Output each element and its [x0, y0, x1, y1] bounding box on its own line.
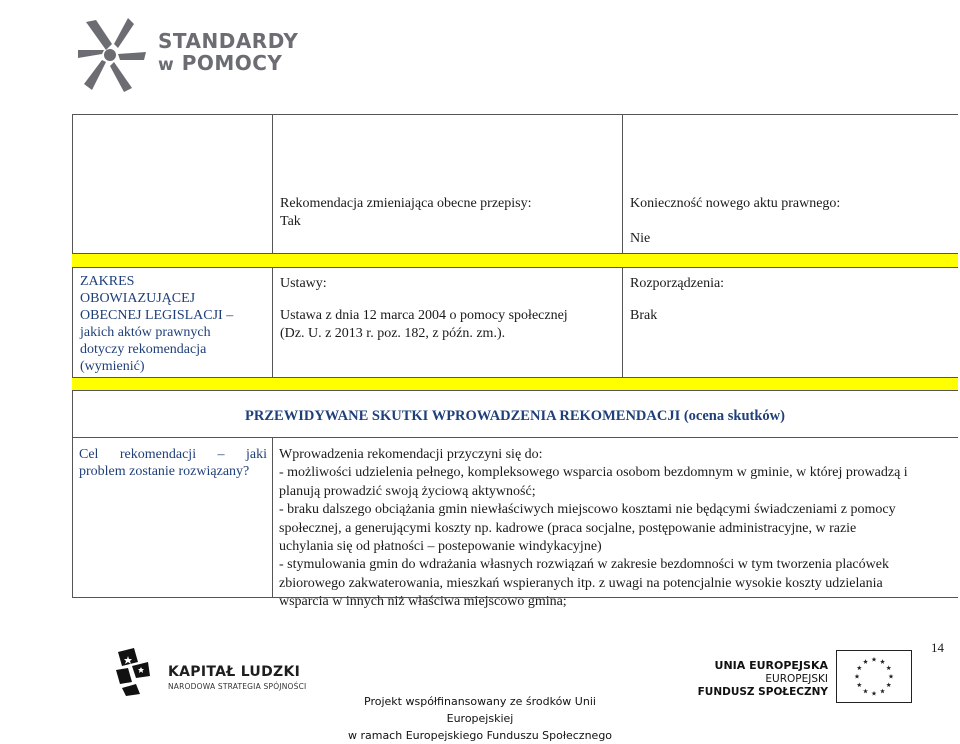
new-act-value: Nie — [630, 231, 651, 246]
eu-line3: FUNDUSZ SPOŁECZNY — [697, 686, 828, 698]
scope-heading-line4: jakich aktów prawnych — [80, 325, 211, 340]
logo-line2-rest: POMOCY — [181, 51, 283, 75]
paragraph-line: Wprowadzenia rekomendacji przyczyni się do: — [279, 447, 543, 462]
paragraph-line: - możliwości udzielenia pełnego, kompleksowego wsparcia osobom bezdomnym w gminie, w której prowadzą i — [279, 465, 908, 481]
yellow-separator-top — [72, 254, 958, 267]
current-rules-value: Tak — [280, 214, 301, 229]
scope-heading-line3: OBECNEJ LEGISLACJI – — [80, 308, 234, 323]
col-divider-effects — [272, 437, 273, 598]
acts-line2: (Dz. U. z 2013 r. poz. 182, z późn. zm.). — [280, 326, 506, 341]
eu-flag-icon — [836, 650, 912, 703]
eu-line2: EUROPEJSKI — [765, 672, 828, 685]
paragraph-line: wsparcia w innych niż właściwa miejscowo gmina; — [279, 594, 567, 610]
goal-label — [79, 446, 267, 480]
goal-label-line1: Cel rekomendacji – jaki — [79, 447, 267, 462]
logo-line1: STANDARDY — [158, 29, 299, 53]
standardy-logo-text — [158, 30, 298, 76]
row-separator-5 — [72, 437, 958, 438]
scope-heading-line5: dotyczy rekomendacja — [80, 342, 207, 357]
regulations-label: Rozporządzenia: — [630, 276, 725, 291]
kapital-ludzki-title: KAPITAŁ LUDZKI — [168, 664, 301, 680]
row-separator-1 — [72, 253, 958, 254]
standardy-logo-icon — [76, 14, 148, 94]
table-left-border-top — [72, 114, 73, 263]
paragraph-line: - stymulowania gmin do wdrażania własnych rozwiązań w zakresie bezdomności w tym tworzenia placówek — [279, 557, 889, 573]
project-line2: w ramach Europejskiego Funduszu Społecznego — [347, 729, 613, 742]
scope-heading — [80, 273, 268, 375]
project-line1: Projekt współfinansowany ze środków Unii Europejskiej — [364, 695, 596, 725]
paragraph-line: uchylania się od płatności – postepowanie windykacyjne) — [279, 539, 602, 555]
kapital-ludzki-subtitle: NARODOWA STRATEGIA SPÓJNOŚCI — [168, 682, 307, 691]
eu-line1: UNIA EUROPEJSKA — [714, 659, 828, 672]
table-left-border-mid — [72, 267, 73, 391]
row-separator-4 — [72, 390, 958, 391]
scope-heading-line1: ZAKRES — [80, 274, 135, 289]
row-separator-3 — [72, 377, 958, 378]
regulations-value: Brak — [630, 308, 658, 323]
scope-heading-line2: OBOWIAZUJĄCEJ — [80, 291, 196, 306]
col-divider-1-mid — [272, 267, 273, 377]
acts-line1: Ustawa z dnia 12 marca 2004 o pomocy społecznej — [280, 308, 568, 323]
yellow-separator-bottom — [72, 377, 958, 390]
col-divider-2-top — [622, 114, 623, 263]
row-separator-2 — [72, 267, 958, 268]
eu-fund-label — [636, 659, 828, 700]
new-act-label: Konieczność nowego aktu prawnego: — [630, 196, 841, 211]
effects-paragraph — [279, 446, 953, 612]
kapital-ludzki-logo-icon — [114, 648, 152, 696]
col-divider-2-mid — [622, 267, 623, 377]
table-top-border — [72, 114, 958, 115]
paragraph-line: planują prowadzić swoją życiową aktywność; — [279, 483, 536, 499]
goal-label-line2: problem zostanie rozwiązany? — [79, 464, 250, 479]
effects-section-title: PRZEWIDYWANE SKUTKI WPROWADZENIA REKOMENDACJI (ocena skutków) — [245, 408, 785, 424]
current-rules-label: Rekomendacja zmieniająca obecne przepisy: — [280, 196, 532, 211]
paragraph-line: - braku dalszego obciążania gmin niewłaściwych miejscowo kosztami nie będącymi świadczeniami z pomocy — [279, 502, 896, 518]
page-number: 14 — [931, 640, 944, 655]
project-funding-note — [330, 693, 630, 744]
paragraph-line: społecznej, a generującymi koszty np. kadrowe (praca socjalne, postępowanie administracyjne, w razie — [279, 520, 857, 536]
col-divider-1-top — [272, 114, 273, 263]
acts-label: Ustawy: — [280, 276, 327, 291]
scope-heading-line6: (wymienić) — [80, 359, 145, 374]
paragraph-line: zbiorowego zakwaterowania, mieszkań wspieranych itp. z uwagi na potencjalnie wysokie koszty udzielania — [279, 575, 883, 591]
logo-line2-w: w — [158, 55, 175, 75]
